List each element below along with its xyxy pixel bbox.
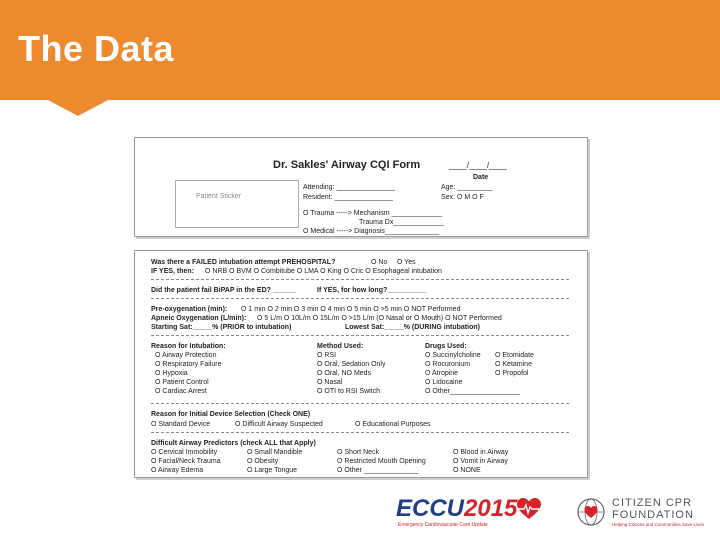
reason-option: O Hypoxia (155, 370, 188, 377)
ccf-tagline: Helping Citizens and Communities Save Lives (612, 522, 705, 527)
header-tab-decoration (48, 100, 108, 116)
predictors-header: Difficult Airway Predictors (check ALL that Apply) (151, 440, 316, 447)
slide-header (0, 0, 720, 100)
form-header-card (134, 137, 588, 237)
bipap-question: Did the patient fail BiPAP in the ED? ______ (151, 287, 297, 294)
device-header: Reason for Initial Device Selection (Check ONE) (151, 411, 311, 418)
method-option: O OTI to RSI Switch (317, 388, 381, 395)
preox-options: O 1 min O 2 min O 3 min O 4 min O 5 min O >5 min O NOT Performed (241, 306, 461, 313)
device-option: O Difficult Airway Suspected (235, 421, 323, 428)
drug-option: O Rocuronium (425, 361, 471, 368)
predictor-option: O Vomit in Airway (453, 458, 508, 465)
prehospital-question: Was there a FAILED intubation attempt PREHOSPITAL? (151, 259, 336, 266)
patient-sticker-label: Patient Sticker (196, 193, 242, 200)
reason-option: O Airway Protection (155, 352, 217, 359)
trauma-dx-field: Trauma Dx_____________ (359, 219, 444, 226)
date-blank: ____/____/____ (449, 161, 507, 170)
attending-field: Attending: _______________ (303, 184, 395, 191)
eccu-wordmark: ECCU2015 (396, 495, 518, 522)
date-label: Date (473, 174, 489, 181)
reason-option: O Patient Control (155, 379, 209, 386)
drug-option: O Lidocaine (425, 379, 463, 386)
if-yes-label: IF YES, then: (151, 268, 195, 275)
predictor-option: O Cervical Immobility (151, 449, 218, 456)
predictor-option: O Restricted Mouth Opening (337, 458, 426, 465)
divider (151, 335, 569, 336)
predictor-option: O Other ______________ (337, 467, 419, 474)
lowest-sat: Lowest Sat:_____% (DURING intubation) (345, 324, 480, 331)
drug-option: O Ketamine (495, 361, 532, 368)
resident-field: Resident: _______________ (303, 194, 393, 201)
eccu-subtitle: Emergency Cardiovascular Care Update (398, 522, 488, 528)
predictor-option: O Blood in Airway (453, 449, 509, 456)
divider (151, 279, 569, 280)
drug-option: O Succinylcholine (425, 352, 481, 359)
citizen-cpr-logo (576, 497, 716, 533)
reason-header: Reason for Intubation: (151, 343, 226, 350)
predictor-option: O Large Tongue (247, 467, 298, 474)
device-option: O Standard Device (151, 421, 211, 428)
reason-option: O Cardiac Arrest (155, 388, 207, 395)
slide-title: The Data (18, 28, 175, 69)
drug-option: O Other__________________ (425, 388, 520, 395)
starting-sat: Starting Sat:_____% (PRIOR to intubation) (151, 324, 292, 331)
drug-option: O Propofol (495, 370, 529, 377)
method-option: O RSI (317, 352, 337, 359)
predictor-option: O NONE (453, 467, 481, 474)
method-option: O Oral, Sedation Only (317, 361, 386, 368)
drugs-header: Drugs Used: (425, 343, 467, 350)
bipap-duration: If YES, for how long?__________ (317, 287, 427, 294)
medical-diagnosis-field: O Medical -----> Diagnosis______________ (303, 228, 440, 235)
predictor-option: O Small Mandible (247, 449, 303, 456)
age-field: Age: _________ (441, 184, 493, 191)
eccu-logo (396, 495, 546, 531)
divider (151, 298, 569, 299)
form-title: Dr. Sakles' Airway CQI Form (273, 159, 421, 171)
divider (151, 403, 569, 404)
prehospital-options: O NRB O BVM O Combitube O LMA O King O Cric O Esophageal intubation (205, 268, 442, 275)
divider (151, 432, 569, 433)
prehospital-no: O No (371, 259, 388, 266)
method-option: O Oral, NO Meds (317, 370, 372, 377)
sex-field: Sex: O M O F (441, 194, 484, 201)
device-option: O Educational Purposes (355, 421, 431, 428)
predictor-option: O Airway Edema (151, 467, 204, 474)
form-body-card (134, 250, 588, 478)
ccf-name-line1: CITIZEN CPR (612, 497, 693, 509)
method-header: Method Used: (317, 343, 364, 350)
predictor-option: O Obesity (247, 458, 279, 465)
preox-label: Pre-oxygenation (min): (151, 306, 228, 313)
heart-icon (516, 497, 542, 521)
drug-option: O Etomidate (495, 352, 534, 359)
trauma-mechanism-field: O Trauma -----> Mechanism _____________ (303, 210, 443, 217)
prehospital-yes: O Yes (397, 259, 416, 266)
predictor-option: O Facial/Neck Trauma (151, 458, 221, 465)
reason-option: O Respiratory Failure (155, 361, 222, 368)
ccf-name-line2: FOUNDATION (612, 509, 694, 521)
patient-sticker-box (175, 180, 299, 228)
drug-option: O Atropine (425, 370, 459, 377)
predictor-option: O Short Neck (337, 449, 380, 456)
apneic-label: Apneic Oxygenation (L/min): (151, 315, 247, 322)
method-option: O Nasal (317, 379, 343, 386)
apneic-options: O 5 L/m O 10L/m O 15L/m O >15 L/m (O Nasal or O Mouth) O NOT Performed (257, 315, 502, 322)
globe-heart-icon (576, 497, 606, 527)
